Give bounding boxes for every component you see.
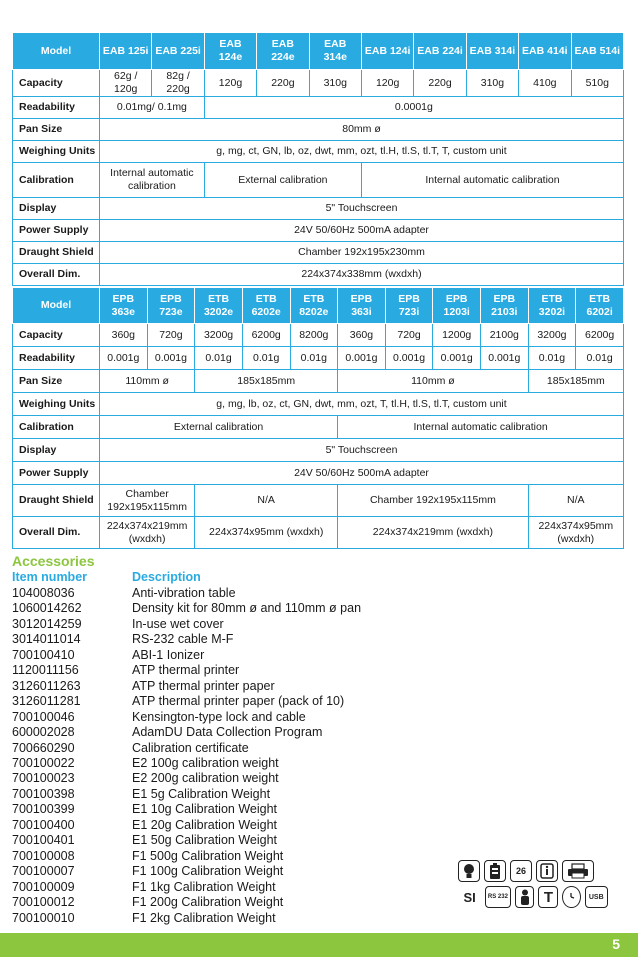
power-supply-row — [13, 462, 624, 485]
spec-table-epb-etb — [12, 287, 624, 549]
list-item — [12, 880, 361, 895]
item-description: ATP thermal printer — [132, 663, 240, 678]
cell: Internal automatic calibration — [361, 163, 623, 198]
cell: Chamber 192x195x115mm — [100, 485, 195, 517]
item-description: E1 20g Calibration Weight — [132, 817, 277, 832]
cell: Chamber 192x195x115mm — [338, 485, 529, 517]
cell: 0.01g — [195, 347, 243, 370]
cell: 8200g — [290, 324, 338, 347]
weighing-units-row — [13, 393, 624, 416]
item-description: F1 1kg Calibration Weight — [132, 879, 276, 894]
row-label: Capacity — [13, 70, 100, 97]
model-name: EAB 414i — [519, 33, 571, 70]
model-name: EAB 314i — [466, 33, 518, 70]
rs232-icon: RS 232 — [485, 886, 510, 908]
description-header: Description — [132, 570, 201, 584]
info-icon — [536, 860, 558, 882]
list-item — [12, 632, 361, 647]
cell: N/A — [195, 485, 338, 517]
list-item — [12, 586, 361, 601]
cell: 3200g — [195, 324, 243, 347]
row-label: Readability — [13, 347, 100, 370]
cell: 0.001g — [147, 347, 195, 370]
item-description: F1 500g Calibration Weight — [132, 848, 284, 863]
model-name: ETB 3202i — [528, 288, 576, 324]
item-number-header: Item number — [12, 570, 88, 584]
item-number: 700100399 — [12, 802, 75, 817]
item-number: 600002028 — [12, 725, 75, 740]
cell: 0.001g — [433, 347, 481, 370]
weighing-units-row — [13, 141, 624, 163]
list-item — [12, 679, 361, 694]
list-item — [12, 601, 361, 616]
cell: 360g — [338, 324, 386, 347]
cell: 120g — [361, 70, 413, 97]
battery-icon — [484, 860, 506, 882]
cell: 410g — [519, 70, 571, 97]
item-description: F1 2kg Calibration Weight — [132, 910, 276, 925]
model-name: ETB 6202i — [576, 288, 624, 324]
item-description: E2 200g calibration weight — [132, 771, 279, 786]
list-item — [12, 833, 361, 848]
model-name: EAB 124i — [361, 33, 413, 70]
item-description: In-use wet cover — [132, 616, 224, 631]
readability-row — [13, 347, 624, 370]
cell: 360g — [100, 324, 148, 347]
list-item — [12, 818, 361, 833]
cell: 62g / 120g — [100, 70, 152, 97]
cell: 0.01mg/ 0.1mg — [100, 97, 205, 119]
item-number: 700100007 — [12, 864, 75, 879]
cell: 1200g — [433, 324, 481, 347]
item-description: E1 5g Calibration Weight — [132, 786, 271, 801]
row-label: Calibration — [13, 416, 100, 439]
item-number: 3014011014 — [12, 632, 81, 647]
row-label: Power Supply — [13, 462, 100, 485]
accessories-title: Accessories — [12, 553, 95, 569]
item-number: 700100023 — [12, 771, 75, 786]
cell: g, mg, lb, oz, ct, GN, dwt, mm, ozt, T, tl.H, tl.S, tl.T, custom unit — [100, 393, 624, 416]
cell: 220g — [257, 70, 309, 97]
item-description: F1 200g Calibration Weight — [132, 895, 284, 910]
item-number: 3126011263 — [12, 678, 81, 693]
cell: 224x374x338mm (wxdxh) — [100, 264, 624, 286]
list-item — [12, 741, 361, 756]
capacity-row — [13, 70, 624, 97]
usb-icon: USB — [585, 886, 609, 908]
item-description: ABI-1 Ionizer — [132, 647, 205, 662]
page-number: 5 — [612, 936, 620, 952]
item-description: Calibration certificate — [132, 740, 249, 755]
item-description: Density kit for 80mm ø and 110mm ø pan — [132, 601, 362, 616]
item-number: 700100398 — [12, 786, 75, 801]
row-label: Draught Shield — [13, 242, 100, 264]
item-number: 700100400 — [12, 817, 75, 832]
cell: Internal automatic calibration — [100, 163, 205, 198]
overall-dim-row — [13, 264, 624, 286]
list-item — [12, 756, 361, 771]
row-label: Weighing Units — [13, 141, 100, 163]
item-number: 700100012 — [12, 895, 75, 910]
cell: 0.01g — [576, 347, 624, 370]
list-item — [12, 864, 361, 879]
cell: 0.001g — [385, 347, 433, 370]
cell: 3200g — [528, 324, 576, 347]
model-name: EPB 2103i — [481, 288, 529, 324]
model-name: ETB 3202e — [195, 288, 243, 324]
model-name: EAB 514i — [571, 33, 623, 70]
model-header-row — [13, 288, 624, 324]
pan-size-row — [13, 370, 624, 393]
cell: 224x374x95mm (wxdxh) — [528, 517, 623, 549]
cell: 0.001g — [338, 347, 386, 370]
item-description: Kensington-type lock and cable — [132, 709, 306, 724]
clock-icon — [562, 886, 580, 908]
lightbulb-icon — [458, 860, 480, 882]
cell: 24V 50/60Hz 500mA adapter — [100, 220, 624, 242]
list-item — [12, 648, 361, 663]
item-number: 3126011281 — [12, 694, 81, 709]
list-item — [12, 771, 361, 786]
cell: 24V 50/60Hz 500mA adapter — [100, 462, 624, 485]
cell: External calibration — [100, 416, 338, 439]
model-name: EPB 1203i — [433, 288, 481, 324]
display-row — [13, 439, 624, 462]
model-name: ETB 6202e — [242, 288, 290, 324]
overall-dim-row — [13, 517, 624, 549]
si-units-icon: SI — [463, 889, 476, 905]
model-name: EAB 224i — [414, 33, 466, 70]
cell: 0.01g — [290, 347, 338, 370]
cell: 310g — [309, 70, 361, 97]
row-label: Pan Size — [13, 119, 100, 141]
model-name: EPB 363e — [100, 288, 148, 324]
row-label: Overall Dim. — [13, 264, 100, 286]
model-header-row — [13, 33, 624, 70]
cell: 5" Touchscreen — [100, 439, 624, 462]
model-name: ETB 8202e — [290, 288, 338, 324]
cell: 224x374x219mm (wxdxh) — [100, 517, 195, 549]
cell: 224x374x219mm (wxdxh) — [338, 517, 529, 549]
item-description: ATP thermal printer paper (pack of 10) — [132, 694, 345, 709]
item-number: 104008036 — [12, 586, 75, 600]
item-description: Anti-vibration table — [132, 586, 236, 600]
pan-size-row — [13, 119, 624, 141]
row-label: Capacity — [13, 324, 100, 347]
model-name: EAB 125i — [100, 33, 152, 70]
item-number: 700660290 — [12, 740, 75, 755]
cell: 720g — [385, 324, 433, 347]
row-label: Weighing Units — [13, 393, 100, 416]
item-number: 1060014262 — [12, 601, 82, 616]
model-name: EAB 124e — [204, 33, 256, 70]
item-number: 700100401 — [12, 833, 75, 848]
cell: 6200g — [242, 324, 290, 347]
item-number: 700100009 — [12, 879, 75, 894]
model-name: EPB 723i — [385, 288, 433, 324]
list-item — [12, 694, 361, 709]
calibration-row — [13, 163, 624, 198]
item-description: AdamDU Data Collection Program — [132, 725, 323, 740]
draught-shield-row — [13, 242, 624, 264]
item-number: 3012014259 — [12, 616, 82, 631]
cell: 2100g — [481, 324, 529, 347]
list-item — [12, 725, 361, 740]
list-item — [12, 663, 361, 678]
cell: 185x185mm — [528, 370, 623, 393]
list-item — [12, 710, 361, 725]
cell: N/A — [528, 485, 623, 517]
power-supply-row — [13, 220, 624, 242]
row-label: Display — [13, 439, 100, 462]
item-description: F1 100g Calibration Weight — [132, 864, 284, 879]
printer-icon — [562, 860, 594, 882]
model-name: EAB 225i — [152, 33, 204, 70]
row-label: Overall Dim. — [13, 517, 100, 549]
readability-row — [13, 97, 624, 119]
calendar-icon: 26 — [510, 860, 532, 882]
model-name: EPB 363i — [338, 288, 386, 324]
calibration-row — [13, 416, 624, 439]
item-number: 700100410 — [12, 647, 75, 662]
item-number: 1120011156 — [12, 663, 79, 678]
list-item — [12, 849, 361, 864]
accessories-list — [12, 586, 361, 926]
tare-icon: T — [538, 886, 558, 908]
feature-icons — [458, 860, 608, 912]
person-icon — [515, 886, 535, 908]
footer-bar — [0, 933, 638, 957]
cell: External calibration — [204, 163, 361, 198]
cell: 510g — [571, 70, 623, 97]
row-label: Calibration — [13, 163, 100, 198]
cell: Internal automatic calibration — [338, 416, 624, 439]
cell: 5" Touchscreen — [100, 198, 624, 220]
cell: 310g — [466, 70, 518, 97]
row-label: Draught Shield — [13, 485, 100, 517]
list-item — [12, 911, 361, 926]
cell: 720g — [147, 324, 195, 347]
cell: 220g — [414, 70, 466, 97]
model-label: Model — [13, 288, 100, 324]
cell: 0.001g — [481, 347, 529, 370]
cell: 185x185mm — [195, 370, 338, 393]
model-name: EPB 723e — [147, 288, 195, 324]
cell: 224x374x95mm (wxdxh) — [195, 517, 338, 549]
cell: 110mm ø — [100, 370, 195, 393]
item-number: 700100008 — [12, 848, 75, 863]
item-description: ATP thermal printer paper — [132, 678, 275, 693]
model-label: Model — [13, 33, 100, 70]
cell: g, mg, ct, GN, lb, oz, dwt, mm, ozt, tl.H, tl.S, tl.T, T, custom unit — [100, 141, 624, 163]
cell: 0.0001g — [204, 97, 623, 119]
item-number: 700100046 — [12, 709, 75, 724]
cell: Chamber 192x195x230mm — [100, 242, 624, 264]
row-label: Readability — [13, 97, 100, 119]
capacity-row — [13, 324, 624, 347]
item-number: 700100010 — [12, 910, 75, 925]
item-number: 700100022 — [12, 755, 75, 770]
list-item — [12, 617, 361, 632]
spec-table-eab — [12, 32, 624, 286]
cell: 120g — [204, 70, 256, 97]
cell: 80mm ø — [100, 119, 624, 141]
list-item — [12, 802, 361, 817]
cell: 0.01g — [528, 347, 576, 370]
item-description: E1 50g Calibration Weight — [132, 833, 277, 848]
model-name: EAB 224e — [257, 33, 309, 70]
item-description: RS-232 cable M-F — [132, 632, 234, 647]
draught-shield-row — [13, 485, 624, 517]
list-item — [12, 787, 361, 802]
cell: 0.001g — [100, 347, 148, 370]
cell: 0.01g — [242, 347, 290, 370]
cell: 110mm ø — [338, 370, 529, 393]
row-label: Pan Size — [13, 370, 100, 393]
item-description: E1 10g Calibration Weight — [132, 802, 277, 817]
row-label: Power Supply — [13, 220, 100, 242]
row-label: Display — [13, 198, 100, 220]
model-name: EAB 314e — [309, 33, 361, 70]
cell: 6200g — [576, 324, 624, 347]
item-description: E2 100g calibration weight — [132, 755, 279, 770]
cell: 82g / 220g — [152, 70, 204, 97]
list-item — [12, 895, 361, 910]
display-row — [13, 198, 624, 220]
